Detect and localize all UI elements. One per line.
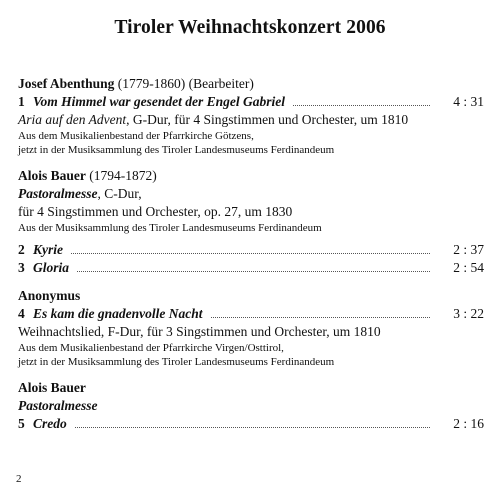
dot-leader (75, 426, 430, 428)
composer-name: Alois Bauer (18, 168, 86, 183)
source-note: Aus dem Musikalienbestand der Pfarrkirche Virgen/Osttirol, (18, 342, 284, 354)
page-number: 2 (16, 473, 22, 485)
track-number: 5 (18, 416, 25, 431)
dot-leader (211, 316, 431, 318)
track-row (18, 305, 484, 323)
composer-name: Anonymus (18, 288, 81, 303)
track-row (18, 93, 484, 111)
track-number: 3 (18, 260, 25, 275)
composer-line (18, 75, 484, 93)
track-list (18, 75, 484, 433)
track-number: 4 (18, 306, 25, 321)
track-title: Gloria (33, 260, 70, 275)
track-duration: 2 : 54 (453, 260, 484, 275)
track-duration: 2 : 37 (453, 242, 484, 257)
work-description (18, 111, 484, 129)
page-title: Tiroler Weihnachtskonzert 2006 (114, 17, 386, 38)
track-duration: 3 : 22 (453, 306, 484, 321)
work-title: Pastoralmesse (18, 398, 98, 413)
track-row (18, 415, 484, 433)
work-details-line: für 4 Singstimmen und Orchester, op. 27, um 1830 (18, 204, 293, 219)
composer-line (18, 167, 484, 185)
composer-dates: (1794-1872) (85, 168, 157, 183)
source-note: jetzt in der Musiksammlung des Tiroler Landesmuseums Ferdinandeum (18, 356, 335, 368)
track-row (18, 259, 484, 277)
source-note: Aus dem Musikalienbestand der Pfarrkirche Götzens, (18, 130, 254, 142)
track-duration: 2 : 16 (453, 416, 484, 431)
work-title: Aria auf den Advent (18, 112, 127, 127)
composer-name: Alois Bauer (18, 380, 86, 395)
track-number: 2 (18, 242, 25, 257)
source-note: jetzt in der Musiksammlung des Tiroler Landesmuseums Ferdinandeum (18, 144, 335, 156)
track-duration: 4 : 31 (453, 94, 484, 109)
track-title: Vom Himmel war gesendet der Engel Gabriel (33, 94, 285, 109)
work-description: Weihnachtslied, F-Dur, für 3 Singstimmen und Orchester, um 1810 (18, 324, 381, 339)
composer-line (18, 379, 484, 397)
composer-dates: (1779-1860) (Bearbeiter) (114, 76, 254, 91)
track-title: Es kam die gnadenvolle Nacht (33, 306, 203, 321)
track-row (18, 241, 484, 259)
track-title: Credo (33, 416, 67, 431)
source-note: Aus der Musiksammlung des Tiroler Landesmuseums Ferdinandeum (18, 222, 322, 234)
dot-leader (71, 252, 430, 254)
track-number: 1 (18, 94, 25, 109)
composer-line (18, 287, 484, 305)
composer-name: Josef Abenthung (18, 76, 115, 91)
work-details: , G-Dur, für 4 Singstimmen und Orchester, um 1810 (126, 112, 409, 127)
work-description (18, 397, 484, 415)
track-title: Kyrie (33, 242, 63, 257)
work-description (18, 185, 484, 203)
work-details: , C-Dur, (97, 186, 142, 201)
dot-leader (77, 270, 430, 272)
dot-leader (293, 104, 430, 106)
work-title: Pastoralmesse (18, 186, 98, 201)
